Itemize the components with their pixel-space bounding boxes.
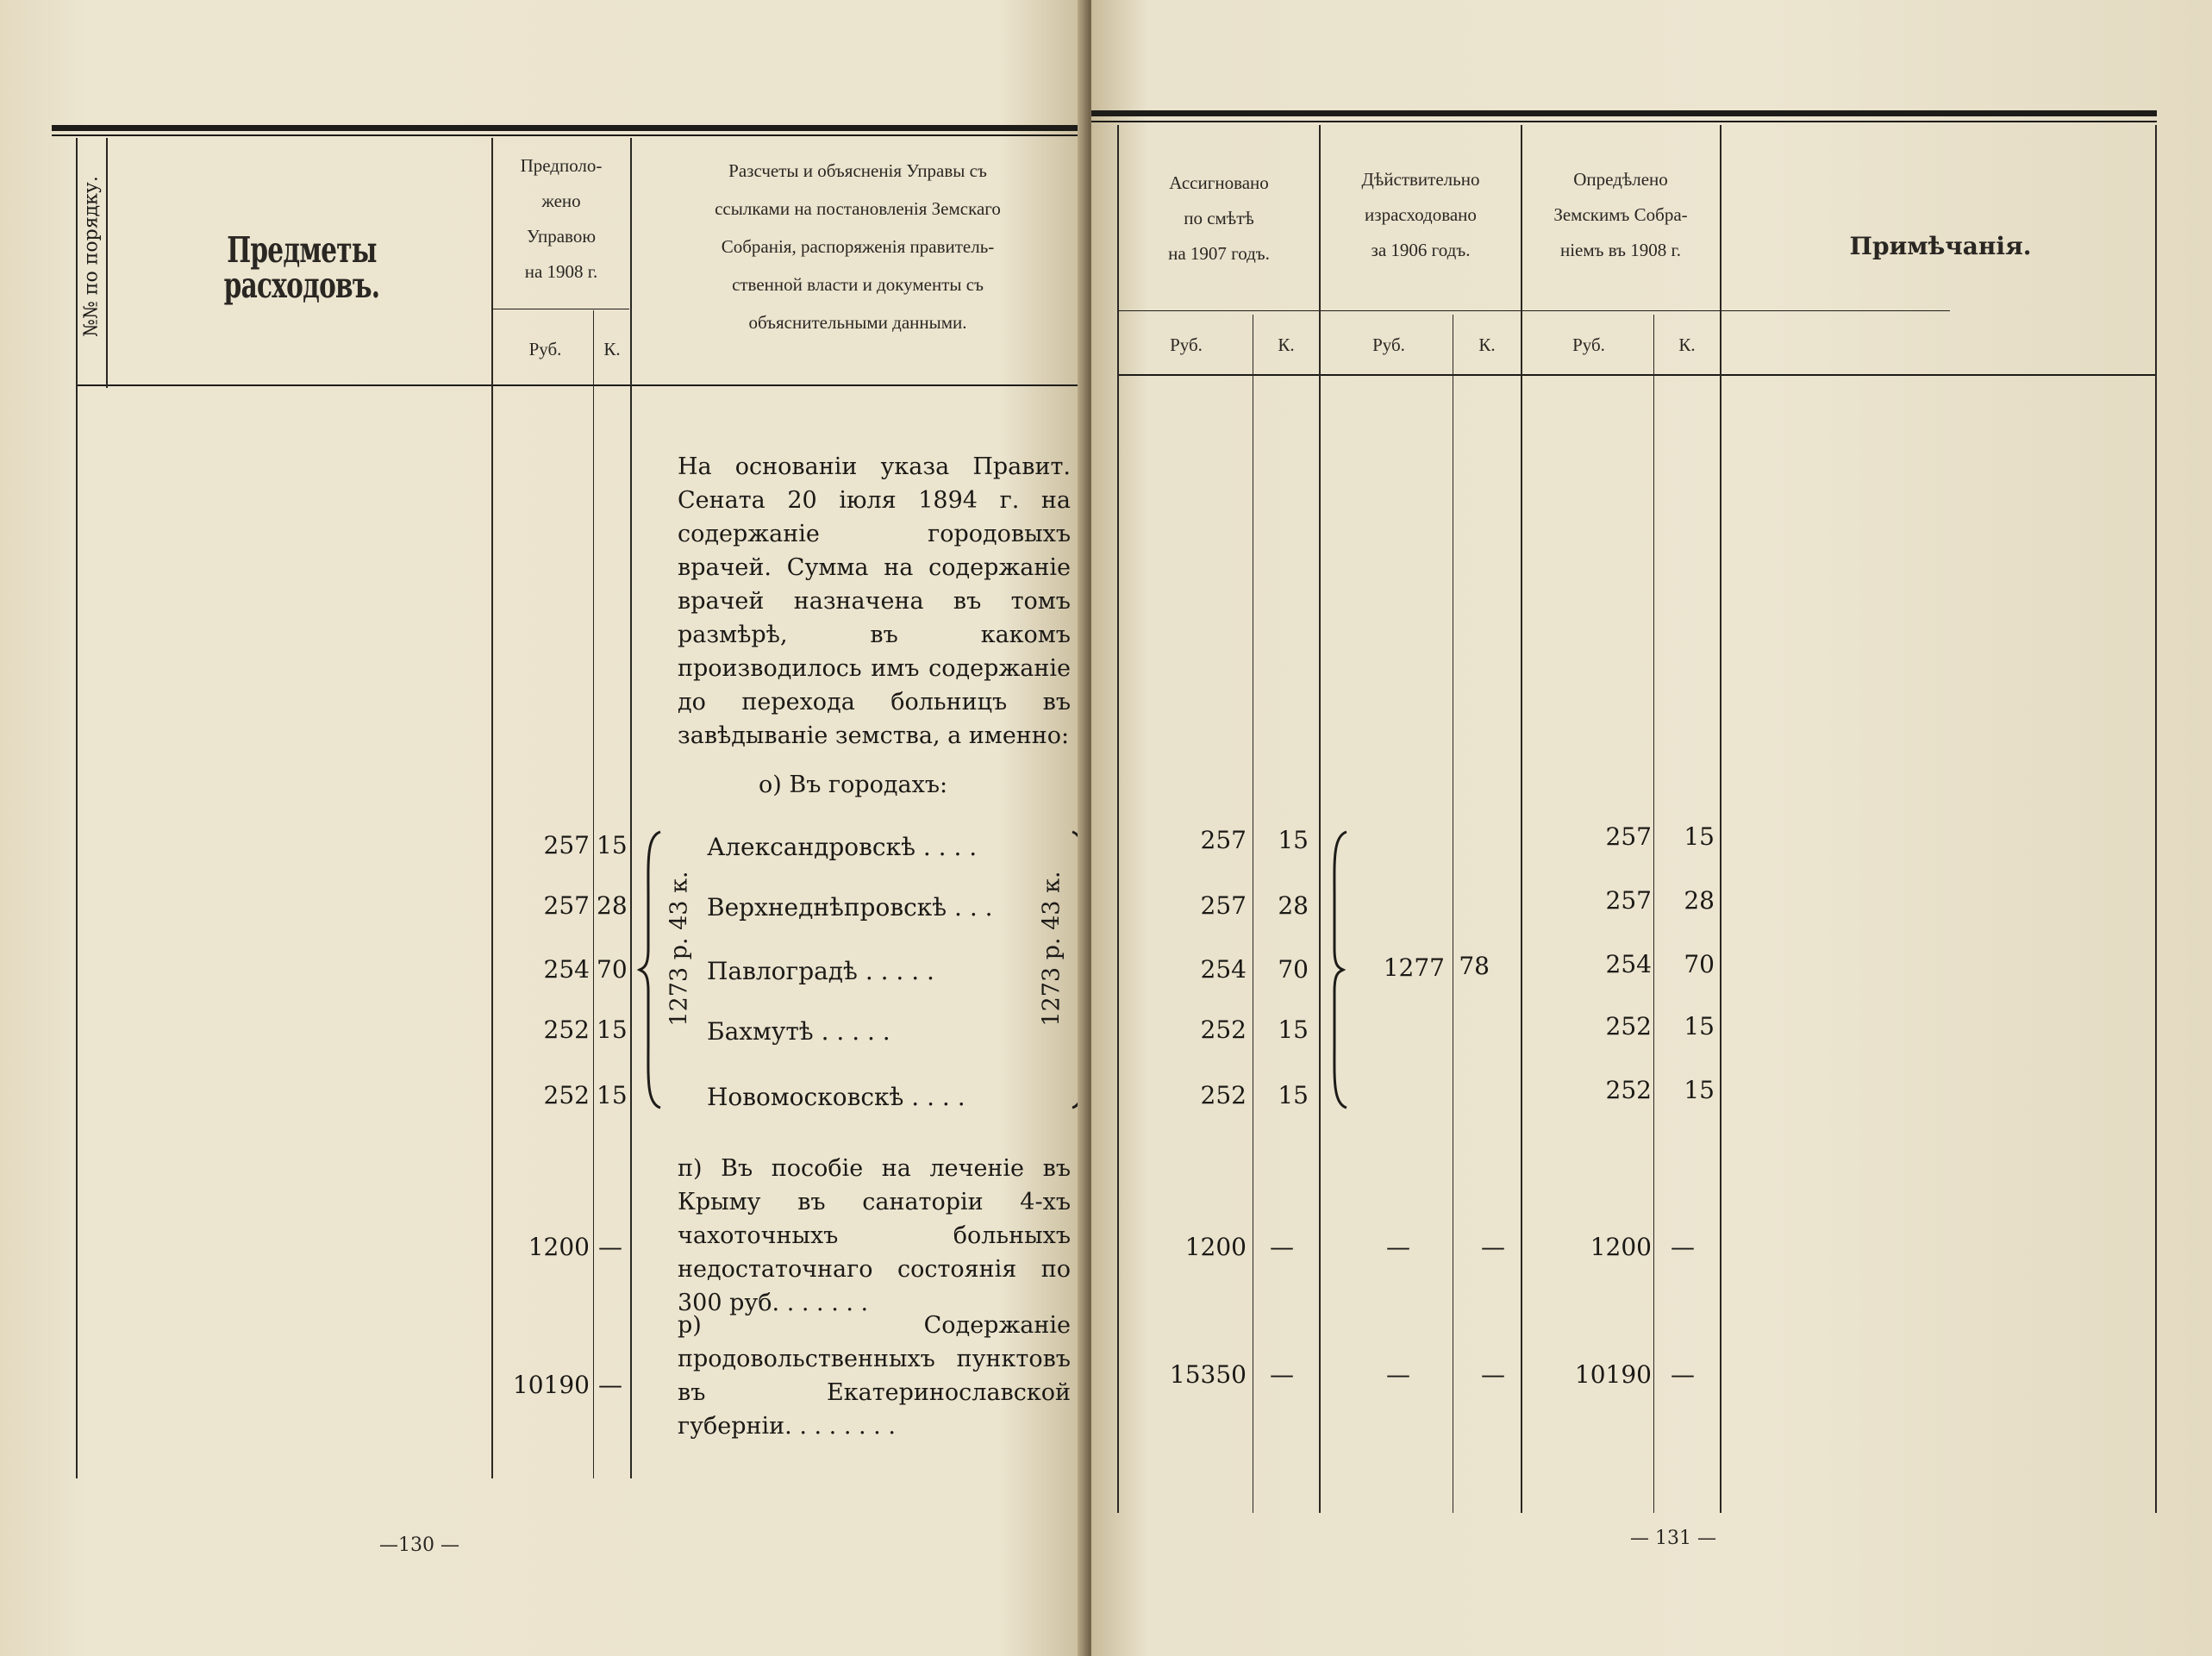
assigned-rub: 15350 — [1169, 1360, 1247, 1389]
spent-total-rub: 1277 — [1383, 953, 1445, 982]
bracket-total-right: 1273 р. 43 к. — [1038, 871, 1065, 1027]
determined-header: Опредѣлено Земскимъ Собра- ніемъ въ 1908 г. — [1553, 169, 1688, 260]
assigned-kop: 70 — [1278, 955, 1309, 984]
assigned-kop: 15 — [1278, 826, 1309, 854]
proposed-rub: 257 — [543, 831, 590, 859]
kop-header: К. — [1478, 334, 1496, 355]
town-name: Павлоградѣ . . . . . — [707, 957, 934, 985]
expense-subjects-header: Предметы расходовъ. — [223, 229, 380, 306]
left-page — [0, 0, 1088, 1656]
determined-kop: 15 — [1684, 1012, 1715, 1040]
spent-kop: — — [1481, 1233, 1505, 1261]
page-number-left: —130 — — [379, 1534, 459, 1556]
intro-paragraph: На основаніи указа Правит. Сената 20 іюля 1894 г. на содержаніе городовыхъ врачей. Сумма на содержаніе врачей назначена въ томъ размѣрѣ, въ какомъ производилось имъ содержаніе до перехода больницъ въ завѣдываніе земства, а именно: — [678, 453, 1071, 749]
section-p-text: п) Въ пособіе на леченіе въ Крыму въ санаторіи 4-хъ чахоточныхъ больныхъ недостаточнаго состоянія по 300 руб. . . . . . . — [678, 1155, 1071, 1316]
determined-rub: 1200 — [1590, 1233, 1652, 1261]
proposed-rub: 254 — [543, 955, 590, 984]
bracket-total-left: 1273 р. 43 к. — [665, 871, 693, 1027]
spent-rub: — — [1386, 1360, 1410, 1389]
explanations-header: Разсчеты и объясненія Управы съ ссылками на постановленія Земскаго Собранія, распоряженія правитель- ственной власти и документы съ объяснительными данными. — [715, 160, 1001, 333]
proposed-kop: 15 — [597, 1081, 628, 1109]
page-number-right: — 131 — — [1630, 1528, 1716, 1549]
top-rule-thin — [52, 134, 1086, 136]
rub-header: Руб. — [1170, 334, 1203, 355]
assigned-kop: 15 — [1278, 1015, 1309, 1044]
proposed-kop: 70 — [597, 955, 628, 984]
determined-kop: 15 — [1684, 1076, 1715, 1104]
rub-header: Руб. — [1572, 334, 1605, 355]
town-name: Бахмутѣ . . . . . — [707, 1017, 890, 1046]
section-p-rub: 1200 — [528, 1233, 590, 1261]
spent-total-kop: 78 — [1459, 952, 1490, 980]
determined-kop: 15 — [1684, 822, 1715, 851]
kop-header: К. — [1278, 334, 1295, 355]
assigned-rub: 257 — [1200, 826, 1247, 854]
proposed-rub: 252 — [543, 1081, 590, 1109]
assigned-kop: — — [1270, 1360, 1294, 1389]
determined-kop: 28 — [1684, 886, 1715, 915]
section-p-kop: — — [598, 1233, 622, 1261]
order-number-header: №№ по порядку. — [80, 176, 103, 337]
top-rule — [52, 125, 1086, 131]
determined-rub: 257 — [1605, 822, 1652, 851]
rub-kop-rule — [1117, 310, 1950, 311]
right-page — [1091, 0, 2212, 1656]
assigned-kop: 28 — [1278, 891, 1309, 920]
determined-rub: 252 — [1605, 1012, 1652, 1040]
assigned-rub: 1200 — [1184, 1233, 1247, 1261]
section-r-text: р) Содержаніе продовольственныхъ пунктовъ въ Екатеринославской губерніи. . . . . . . . — [678, 1312, 1071, 1440]
assigned-rub: 254 — [1200, 955, 1247, 984]
section-o-heading: о) Въ городахъ: — [759, 772, 948, 798]
assigned-header: Ассигновано по смѣтѣ на 1907 годъ. — [1168, 172, 1270, 264]
determined-kop: — — [1671, 1233, 1695, 1261]
proposed-kop: 15 — [597, 1015, 628, 1044]
assigned-kop: — — [1270, 1233, 1294, 1261]
section-r-rub: 10190 — [512, 1371, 590, 1399]
spent-kop: — — [1481, 1360, 1505, 1389]
spent-header: Дѣйствительно израсходовано за 1906 годъ. — [1361, 169, 1480, 260]
determined-rub: 254 — [1605, 950, 1652, 978]
proposed-rub: 257 — [543, 891, 590, 920]
proposed-header: Предполо- жено Управою на 1908 г. — [520, 155, 603, 282]
town-name: Александровскѣ . . . . — [707, 833, 978, 861]
spent-rub: — — [1386, 1233, 1410, 1261]
proposed-rub: 252 — [543, 1015, 590, 1044]
top-rule — [1091, 110, 2157, 116]
header-bottom-rule — [1117, 374, 2157, 376]
assigned-rub: 257 — [1200, 891, 1247, 920]
kop-header: К. — [603, 339, 621, 359]
section-r-kop: — — [598, 1371, 622, 1399]
header-bottom-rule — [76, 384, 1084, 386]
kop-header: К. — [1678, 334, 1696, 355]
determined-rub: 10190 — [1574, 1360, 1652, 1389]
determined-rub: 257 — [1605, 886, 1652, 915]
town-name: Верхнеднѣпровскѣ . . . — [707, 893, 993, 922]
top-rule-thin — [1091, 121, 2157, 122]
assigned-rub: 252 — [1200, 1015, 1247, 1044]
determined-kop: — — [1671, 1360, 1695, 1389]
left-brace — [636, 828, 667, 1112]
rub-header: Руб. — [1372, 334, 1405, 355]
determined-rub: 252 — [1605, 1076, 1652, 1104]
proposed-kop: 15 — [597, 831, 628, 859]
proposed-kop: 28 — [597, 891, 628, 920]
town-name: Новомосковскѣ . . . . — [707, 1083, 965, 1111]
notes-header: Примѣчанія. — [1849, 232, 2032, 260]
rub-header: Руб. — [528, 339, 562, 359]
determined-kop: 70 — [1684, 950, 1715, 978]
assigned-rub: 252 — [1200, 1081, 1247, 1109]
assigned-kop: 15 — [1278, 1081, 1309, 1109]
